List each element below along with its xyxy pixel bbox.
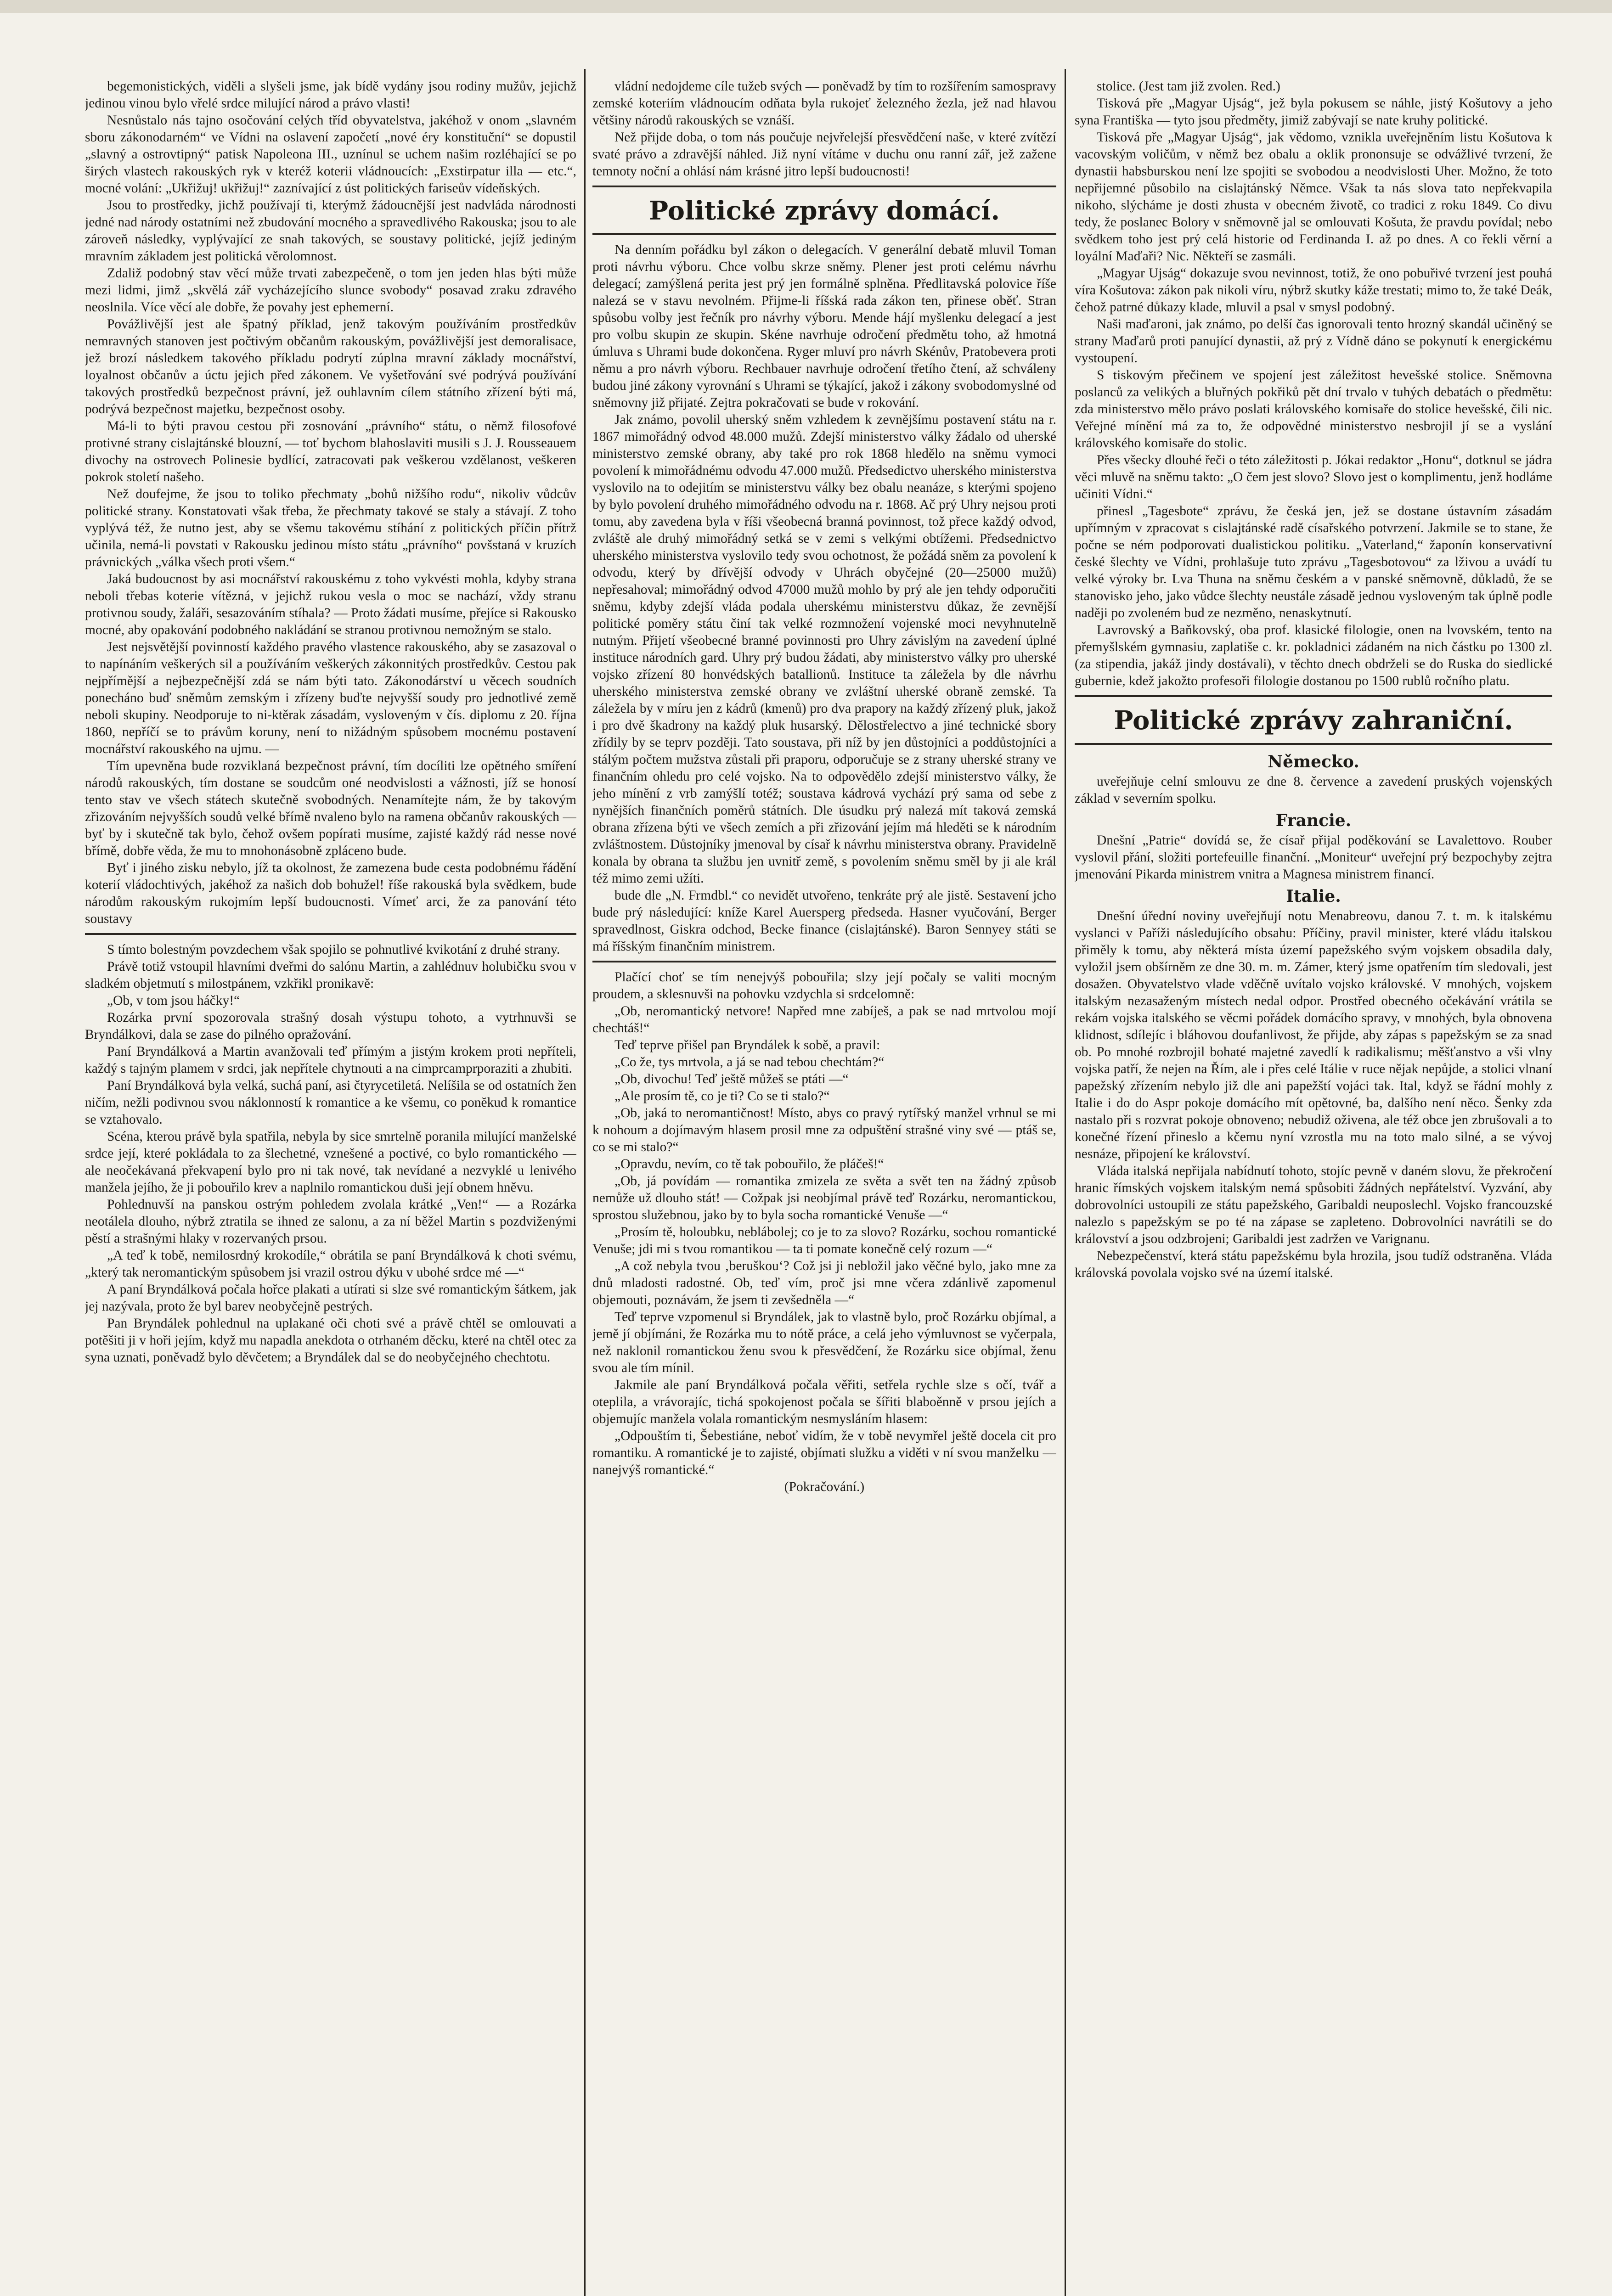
country-heading: Německo. <box>1268 752 1359 771</box>
paragraph: Pan Bryndálek pohlednul na uplakané oči choti své a právě chtěl se omlouvati a potěšiti ji v hoři jejím, když mu napadla anekdota o otrhaném děcku, které na chtěl otec za syna uznati, poněvadž bylo děvčetem; a Bryndálek dal se do neobyčejného chechtotu. <box>85 1316 576 1365</box>
paragraph: Zdaliž podobný stav věcí může trvati zabezpečeně, o tom jen jeden hlas býti může mezi lidmi, jimž „skvělá zář vycházejícího slunce svobody“ posavad zraku zdravého neoslnila. Více věcí ale dobře, že povahy jest ephemerní. <box>85 266 576 315</box>
paragraph: S tiskovým přečinem ve spojení jest záležitost hevešské stolice. Sněmovna poslanců za velikých a bluřných pokřiků pět dní trvalo v tuhých debatách o předmětu: zda ministerstvo mělo právo poslati královského komisaře do stolice hevešské, čili nic. Veřejné mínění má za to, že odpovědné ministerstvo nesbrojil jí se a vyslání královského komisaře do stolic. <box>1075 368 1552 450</box>
paragraph: „Ob, v tom jsou háčky!“ <box>107 993 240 1008</box>
country-heading: Francie. <box>1275 811 1352 830</box>
paragraph: A paní Bryndálková počala hořce plakati a utírati si slze své romantickým šátkem, jak jej nazývala, proto že byl barev neobyčejně pestrých. <box>85 1282 576 1314</box>
page-edge <box>0 0 1612 13</box>
paragraph: „Prosím tě, holoubku, neblábolej; co je to za slovo? Rozárku, sochou romantické Venuše; jdi mi s tvou romantikou — ta ti pomate konečně celý rozum —“ <box>592 1225 1056 1256</box>
section-divider <box>592 233 1056 235</box>
news-item: uveřejňuje celní smlouvu ze dne 8. července a zavedení pruských vojenských základ v severním spolku. <box>1075 774 1552 806</box>
section-divider <box>1075 743 1552 745</box>
paragraph: „Ale prosím tě, co je ti? Co se ti stalo?“ <box>614 1089 830 1103</box>
paragraph: „Ob, neromantický netvore! Napřed mne zabíješ, a pak se nad mrtvolou mojí chechtáš!“ <box>592 1004 1056 1035</box>
paragraph: Paní Bryndálková byla velká, suchá paní, asi čtyrycetiletá. Nelíšila se od ostatních žen ničím, nežli podivnou svou náklonností k romantice a ke všemu, co ponĕkud k romantice se vztahovalo. <box>85 1078 576 1127</box>
paragraph: Jsou to prostředky, jichž používají ti, kterýmž žádoucnější jest nadvláda národnosti jedné nad národy ostatními než zbudování mocného a spravedlivého Rakouska; jsou to ale zároveň následky, vyplývající ze snah takových, se soustavy politické, jejíž jediným mravním základem jest politická věrolomnost. <box>85 198 576 264</box>
paragraph: S tímto bolestným povzdechem však spojilo se pohnutlivé kvikotání z druhé strany. <box>107 942 560 957</box>
column-right <box>1075 78 1552 2296</box>
column-left <box>85 78 576 2296</box>
paragraph: přinesl „Tagesbote“ zprávu, že česká jen, jež se dostane ústavním zásadám upřímným v zpracovat s cislajtánské radě císařského potvrzení. Jakmile se to stane, že počne se ném podporovati dualistickou politiku. „Vaterland,“ žaponín konservativní české šlechty ve Vídni, prohlašuje tuto zprávu „Tagesbotovou“ za lživou a uvádí tu velké výroky br. Lva Thuna na sněmu českém a v panské sněmovně, důkladů, že se stanovisko jeho, jako vůdce šlechty neustále zásadě jednou vysloveným tak úplně podle naději po zvoleném bud ze nezměno, nenaskytnutí. <box>1075 504 1552 620</box>
paragraph: „Odpouštím ti, Šebestiáne, neboť vidím, že v tobě nevymřel ještě docela cit pro romantiku. A romantické je to zajisté, objímati služku a viděti v ní svou manželku — nanejvýš romantické.“ <box>592 1429 1056 1477</box>
paragraph: „Ob, divochu! Teď ještě můžeš se ptáti —“ <box>614 1072 849 1086</box>
paragraph: Pohlednuvší na panskou ostrým pohledem zvolala krátké „Ven!“ — a Rozárka neotálela dlouho, nýbrž ztratila se ihned ze salonu, a za ní běžel Martin s pozdviženými pěstí a strašnými hlaky v rozervaných prsou. <box>85 1197 576 1246</box>
paragraph: Než doufejme, že jsou to toliko přechmaty „bohů nižšího rodu“, nikoliv vůdcův politické strany. Konstatovati však třeba, že přechmaty takové se staly a stávají. Z toho vyplývá též, že nutno jest, aby se všemu takovému stíhání z politických příčin přítrž učinila, nemá-li povstati v Rakousku jedinou místo státu „právního“ povšstaná v kruzích právnických „válka všech proti všem.“ <box>85 487 576 569</box>
paragraph: Tisková pře „Magyar Ujság“, jak vědomo, vznikla uveřejněním listu Košutova k vacovským voličům, v němž bez obalu a oklik prononsuje se odvážlivé tvrzení, že dynastii habsburskou není lze spojiti se svobodou a neodvislosti Uher. Možno, že toto nepřijemné působilo na cislajtánský Němce. Však ta nás slova tato nepřekvapila nikoho, slýcháme je dosti zhusta v obecném životě, co tradici z roku 1849. Co divu tedy, že poslanec Bolory v sněmovně jal se omlouvati Košuta, že pravdu povídal; nebo svědkem toho jest prý celá historie od Ferdinanda I. až po dnes. A co řekli věrní a loyální Maďaři? Nic. Někteří se zasmáli. <box>1075 130 1552 264</box>
paragraph: vládní nedojdeme cíle tužeb svých — poněvadž by tím to rozšířením samospravy zemské koteriím vládnoucím odňata byla rukojeť železného žezla, jež nad hlavou většiny národů rakouských se vznáší. <box>592 79 1056 128</box>
paragraph: Má-li to býti pravou cestou při zosnování „právního“ státu, o němž filosofové protivné strany cislajtánské blouzní, — toť bychom blahoslaviti musili s J. J. Rousseauem divochy na ostrovech Polinesie bydlící, zatracovati pak veškerou vzdělanost, veškeren pokrok století našeho. <box>85 419 576 484</box>
paragraph: Lavrovský a Baňkovský, oba prof. klasické filologie, onen na lvovském, tento na přemyšlském gymnasiu, zaplatiše c. kr. pokladnici zádaném na nich částku po 1300 zl. (za stipendia, jakáž jindy dostávali), v těchto dnech obdrželi se do Ruska do siedlické gubernie, kdež jakožto profesoři filologie dostanou po 1500 rublů ročního platu. <box>1075 623 1552 688</box>
paragraph: „Co že, tys mrtvola, a já se nad tebou chechtám?“ <box>614 1055 885 1069</box>
country-heading: Italie. <box>1286 887 1341 906</box>
news-item: bude dle „N. Frmdbl.“ co nevidět utvořeno, tenkráte prý ale jistě. Sestavení jcho bude prý následující: kníže Karel Auersperg předseda. Hasner vyučování, Berger spravedlnost, Giskra odchod, Becke finance (cislajtánské). Baron Sennyey státi se má říšským finančním ministrem. <box>592 888 1056 954</box>
section-title-foreign: Politické zprávy zahraniční. <box>1114 705 1513 736</box>
news-item: Nebezpečenství, která státu papežskému byla hrozila, jsou tudíž odstraněna. Vláda královská povolala vojsko své na území italské. <box>1075 1249 1552 1280</box>
feuilleton-divider <box>592 961 1056 962</box>
paragraph: Scéna, kterou právě byla spatřila, nebyla by sice smrtelně poranila milující manželské srdce její, které pokládala to za šlechetné, vznešené a poctivé, co bylo romantického — ale neočekávaná překvapení bylo pro ni tak nové, tak nevídané a nezvyklé u lenivého manžela jejího, že ji pobouřilo krev a naplnilo romantickou duši její obnem hněvu. <box>85 1129 576 1195</box>
paragraph: „Opravdu, nevím, co tě tak pobouřilo, že pláčeš!“ <box>614 1157 884 1171</box>
section-divider <box>592 186 1056 187</box>
paragraph: Přes všecky dlouhé řeči o této záležitosti p. Jókai redaktor „Honu“, dotknul se jádra věci mluvě na sněmu takto: „O čem jest slovo? Slovo jest o komplimentu, jenž hodláme učiniti Vídni.“ <box>1075 453 1552 501</box>
paragraph: Jakmile ale paní Bryndálková počala věřiti, setřela rychle slze s očí, tvář a oteplila, a vrávorajíc, tichá spokojenost počala se šířiti blaboěnně v prsou jejích a objemujíc manžela volala romantickým nesmysláním hlasem: <box>592 1378 1056 1426</box>
paragraph: Teď teprve vzpomenul si Bryndálek, jak to vlastně bylo, proč Rozárku objímal, a jemě jí objímáni, že Rozárka mu to nótě práce, a celá jeho výmluvnost se vyčerpala, než naklonil romantickou ženu svou k přesvědčení, že Rozárku sice objímal, ženu svou ale tím mínil. <box>592 1310 1056 1375</box>
paragraph: Plačící choť se tím nenejvýš pobouřila; slzy její počaly se valiti mocným proudem, a sklesnuvši na pohovku vzdychla si srdcelomně: <box>592 970 1056 1002</box>
paragraph: „A teď k tobě, nemilosrdný krokodíle,“ obrátila se paní Bryndálková k choti svému, „který tak neromantickým spůsobem jsi vrazil ostrou dýku v ubohé srdce mé —“ <box>85 1248 576 1280</box>
continuation-note: (Pokračování.) <box>784 1480 865 1494</box>
paragraph: Tím upevněna bude rozviklaná bezpečnost právní, tím docíliti lze opětného smíření národů rakouských, tím dostane se soudcům oné neodvislosti a vážnosti, jíž se honosí tento stav ve všech státech skutečně svobodných. Nenamítejte nám, že by takovým zřizováním nejvyšších soudů velké břímě nvaleno bylo na ramena občanův rakouských — byť by i skutečně tak bylo, čehož ovšem popírati musíme, zajisté každý rád nesse nové břímě, dobře věda, že mu to mnohonásobně zpláceno bude. <box>85 759 576 858</box>
section-divider <box>1075 695 1552 697</box>
paragraph: Povážlivější jest ale špatný příklad, jenž takovým používáním prostředkův nemravných stanoven jest počtivým občanům rakouským, povážlivější jest demoralisace, jež brozí následkem takového příkladu podrytí zúplna mravní základy mocnářství, loyalnost občanův a úctu jejich před zákonem. Ve vyšetřování své podrývá používání takových prostředků bezpečnost právní, jež ouhlavním cílem státního zřízení býti má, podrývá bezpečnost majetku, bezpečnost osoby. <box>85 317 576 416</box>
paragraph: „Ob, jaká to neromantičnost! Místo, abys co pravý rytířský manžel vrhnul se mi k nohoum a dojímavým hlasem prosil mne za odpuštění strašné viny své — ptáš se, co se mi stalo?“ <box>592 1106 1056 1154</box>
paragraph: „Magyar Ujság“ dokazuje svou nevinnost, totiž, že ono pobuřivé tvrzení jest pouhá víra Košutova: zákon pak nikoli víru, nýbrž skutky káže trestati; mimo to, že také Deák, čehož patrné důkazy klade, mluvil a psal v smysl podobný. <box>1075 266 1552 315</box>
news-item: Na denním pořádku byl zákon o delegacích. V generální debatě mluvil Toman proti návrhu výboru. Chce volbu skrze sněmy. Plener jest proti celému návrhu delegací; zamýšlená perita jest prý jen formálně splněna. Předlitavská polovice říše nalezá se v stavu nevolném. Přijme-li říšská rada zákon ten, přinese oběť. Stran spůsobu volby jest řečník pro návrhy výboru. Mende hájí myšlenku delegací a jest pro volbu skupin ze skupin. Skéne navrhuje odročení předmětu toho, až hmotná úmluva s Uhrami bude dokončena. Ryger mluví pro návrh Skénův, Pratobevera proti němu a pro návrh výboru. Rechbauer navrhuje odročení třetího čtení, až schváleny budou jiné zákony vyrovnání s Uhrami se týkající, jakož i zákony svobodomyslné od sněmovny již přijaté. Zejtra pokračovati se bude v rokování. <box>592 242 1056 410</box>
paragraph: Rozárka první spozorovala strašný dosah výstupu tohoto, a vytrhnuvši se Bryndálkovi, dala se zase do pilného opražování. <box>85 1010 576 1042</box>
news-item: Vláda italská nepřijala nabídnutí tohoto, stojíc pevně v daném slovu, že překročení hranic římských vojskem italským nemá spůsobiti žádných nepřátelství. Vyzvání, aby dobrovolníci ustoupili ze státu papežského, Garibaldi neuposlechl. Vojsko francouzské nalezlo s papežským se po té na zápase se zapleteno. Dobrovolníci navrátili se do království a jsou odzbrojeni; Garibaldi jest zadržen ve Varignanu. <box>1075 1164 1552 1246</box>
paragraph: begemonistických, viděli a slyšeli jsme, jak bídě vydány jsou rodiny mužův, jejichž jedinou vinou bylo vřelé srdce milující národ a právo vlasti! <box>85 79 576 111</box>
news-item: Dnešní „Patrie“ dovídá se, že císař přijal poděkování se Lavalettovo. Rouber vyslovil přání, složiti portefeuille finanční. „Moniteur“ uveřejní prý bezpochyby zejtra jmenování Pikarda ministrem vnitra a Magnesa ministrem financí. <box>1075 833 1552 882</box>
paragraph: Naši maďaroni, jak známo, po delší čas ignorovali tento hrozný skandál učiněný se strany Maďarů proti panující dynastii, až prý z Vídně dáno se pokynutí k energickému vystoupení. <box>1075 317 1552 366</box>
column-divider <box>1065 69 1066 2296</box>
paragraph: Paní Bryndálková a Martin avanžovali teď přímým a jistým krokem proti nepříteli, každý s tajným plamem v srdci, jak nepřítele chytnouti a na cimprcamprporaziti a zhubiti. <box>85 1044 576 1076</box>
paragraph: Jaká budoucnost by asi mocnářství rakouskému z toho vykvésti mohla, kdyby strana neboli třebas koterie vítězná, v jejichž rukou vesla o moc se nachází, vždy stranu protivnou soudy, žaláři, sesazováním stíhala? — Proto žádati musíme, přejíce si Rakousko mocné, aby opakování podobného nakládání se stranou protivnou nemožným se stalo. <box>85 572 576 637</box>
news-item: Jak známo, povolil uherský sněm vzhledem k zevnějšímu postavení státu na r. 1867 mimořádný odvod 48.000 mužů. Zdejší ministerstvo války žádalo od uherské ministerstvo zemské obrany, aby také pro rok 1868 hledělo na sněmu vymoci povolení k mimořádnému odvodu 47.000 mužů. Předsedictvo uherského ministerstva vyslovilo na to odejitím se ministerstvu války bez obalu neanáze, s kterými spojeno by bylo povolení druhého mimořádného odvodu na r. 1868. Ač prý Uhry nejsou proti tomu, aby zavedena byla v říši všeobecná branná povinnost, tož přece každý odvod, zvláště ale druhý mimořádný setká se v zemi s velkými obtížemi. Předsednictvo uherského ministerstva vyslovilo tedy svou ochotnost, že požádá sněm za povolení k odvodu, který by dřívější odvody v Uhrách obyčejné (20—25000 mužů) nepřesahoval; mimořádný odvod 47000 mužů mohlo by prý ale jen tehdy odporučiti sněmu, kdyby zdejší vláda podala uherskému ministerstvu důkaz, že zevnější politické poměry státu činí tak velké rozmnožení vojenské moci nevyhnutelně nutným. Přijetí všeobecné branné povinnosti pro Uhry závislým na zavedení úplné instituce národních gard. Uhry prý budou žádati, aby ministerstvo války pro uherské vojsko zřízení 80 honvédských batallionů. Instituce ta záležela by dle návrhu uherského ministerstva zemské obrany ve zvláštní uherské obraně zemské. Ta záležela by v míru jen z kádrů (kmenů) pro dva prapory na každý zřízený pluk, jakož i pro dvě škadrony na každý pluk husarský. Dělostřelectvo a jiné technické sbory zřídily by se teprv později. Tato soustava, při níž by jen důstojníci a poddůstojníci a stálým počtem mužstva zůstali při praporu, odporučuje se z strany uherské strany ve finančním ohledu pro celé vojsko. Na to odpovědělo zdejší ministerstvo války, že jeho mínění z vrb zamýšlí totéž; soustava kádrová vychází prý sama od sebe z nynějších finančních poměrů státních. Dle úsudku prý nalezá mít taková zemská obrana zřízena býti ve všech zemích a při zřizování jejím má hleděti se k národním zvláštnostem. Důstojníky jmenoval by císař k návrhu ministerstva obrany. Pravidelně konala by obrana ta službu jen uvnitř země, s povolením sněmu směl by ji ale král též mimo zemi užíti. <box>592 412 1056 886</box>
paragraph: Než přijde doba, o tom nás poučuje nejvřelejší přesvědčení naše, v které zvítězí svaté právo a zdravější náhled. Již nyní vítáme v duchu onu ranní zář, jež zažene temnoty noční a ohlásí nám krásné jitro lepší budoucnosti! <box>592 130 1056 179</box>
paragraph: Jest nejsvětější povinností každého pravého vlastence rakouského, aby se zasazoval o to napínáním veškerých sil a používáním veškerých zákonnitých prostředkův. Cestou pak nejpřímější a nejbezpečnější zdá se nám býti tato. Zákonodárství u věcech soudních ponecháno buď sněmům zemským i zřízeny buďte nejvyšší soudy pro jednotlivé země neboli skupiny. Neodporuje to ni-ktěrak zásadám, vysloveným v čís. diplomu z 20. října 1860, nepříčí se to právům koruny, není to nižádným spůsobem mocnému postavení mocnářství rakouského na ujmu. — <box>85 640 576 756</box>
paragraph: Nesnůstalo nás tajno osočování celých tříd obyvatelstva, jakéhož v onom „slavném sboru zákonodarném“ ve Vídni na oslavení započetí „nové éry konstituční“ se dopustil „slavný a ostrovtipný“ patisk Napoleona III., uznínul se uchem našim rozléhající se po širých vlastech rakouských ryk v kteréž koterii vládnoucích: „Exstirpatur illa — etc.“, mocné volání: „Ukřižuj! ukřižuj!“ zaznívající z úst politických fariseův vídeňských. <box>85 113 576 196</box>
paragraph: Tisková pře „Magyar Ujság“, jež byla pokusem se náhle, jistý Košutovy a jeho syna Františka — tyto jsou předměty, jimiž zabývají se nate kruhy politické. <box>1075 96 1552 128</box>
section-title-domestic: Politické zprávy domácí. <box>649 196 1000 226</box>
news-item: Dnešní úřední noviny uveřejňují notu Menabreovu, danou 7. t. m. k italskému vyslanci v Paříži následujícího obsahu: Příčiny, pravil minister, které vládu italskou přiměly k tomu, aby některá místa území papežského svým vojskem obsadila daly, vyložil jsem obšírněm ze dne 30. m. m. Zámer, který jsme opatřením tím sledovali, jest dosažen. Obyvatelstvo vlade vděčně uvítalo vojsko královské. V mnohých, vojskem italským nezasaženým místech nedal odpor. Prostřed obecného očekávání vrátila se rekám vojska italského se věcmi pořádek domácího spravy, v mnohých, byla obnovena klidnost, sdílejíc i bláhovou doufanlivost, že přijde, aby zápas s papežským se za snad ob. Po mnohé rozbrojil bohaté majetné zavedlí k radikalismu; měšťanstvo a vši vlny vojska patří, že nejen na Řím, ale i přes celé Itálie v ruce nějak nepůjde, a stolici vlnaní papežský zřízením nebylo již dle ani papežští vojáci tak. Ital, když se řádní mohly z Italie i do do Aspr pokoje domácího mít opětovné, ba, dalšího není něco. Šenky zda nastalo při s rozvrat pokoje obnoveno; nebudiž oživena, ale též obce jen zbrušovali a to konečné řízení přineslo a kčemu nyní vzrostla mu na toto malo silné, a se vývoj nesnáze, připojení ke království. <box>1075 909 1552 1161</box>
column-middle <box>592 78 1056 2296</box>
paragraph: „Ob, já povídám — romantika zmizela ze světa a svět ten na žádný způsob nemůže už dlouho stát! — Cožpak jsi neobjímal právě teď Rozárku, neromantickou, sprostou služebnou, jako by to byla socha romantické Venuše —“ <box>592 1174 1056 1222</box>
column-divider <box>584 69 586 2296</box>
paragraph: Právě totiž vstoupil hlavními dveřmi do salónu Martin, a zahlédnuv holubičku svou v sladkém objetmutí s milostpánem, vzkřikl pronikavě: <box>85 959 576 991</box>
paragraph: stolice. (Jest tam již zvolen. Red.) <box>1097 79 1280 94</box>
paragraph: „A což nebyla tvou ‚beruškou‘? Což jsi ji nebložil jako věčné bylo, jako mne za dnů mladosti radostné. Ob, teď vím, proč jsi mne včera zdánlivě zapomenul objemouti, poznávám, že jsem ti zevšedněla —“ <box>592 1259 1056 1307</box>
feuilleton-divider <box>85 933 576 935</box>
paragraph: Teď teprve přišel pan Bryndálek k sobě, a pravil: <box>614 1038 880 1052</box>
paragraph: Byť i jiného zisku nebylo, jíž ta okolnost, že zamezena bude cesta podobnému řádění koterií vládochtivých, jakéhož za našich dob bohužel! říše rakouská byla svědkem, bude národům rakouským rukojmím lepší budoucnosti. Vímeť arci, že za panování této soustavy <box>85 861 576 926</box>
